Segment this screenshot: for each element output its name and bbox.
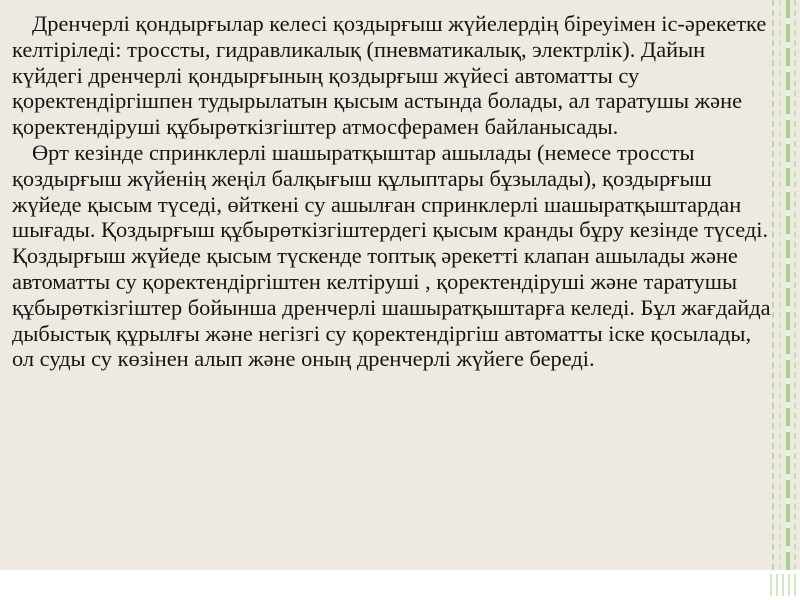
paragraph-2: Өрт кезінде спринклерлі шашыратқыштар ашылады (немесе троссты қоздырғыш жүйенің жеңіл балқығыш құлыптары бұзылады), қоздырғыш жүйеде қысым түседі, өйткені су ашылған спринклерлі шашыратқыштардан шығады. Қоздырғыш құбырөткізгіштердегі қысым кранды бұру кезінде түседі. Қоздырғыш жүйеде қысым түскенде топтық әрекетті клапан ашылады және автоматты су қоректендіргіштен келтіруші , қоректендіруші және таратушы құбырөткізгіштер бойынша дренчерлі шашыратқыштарға келеді. Бұл жағдайда дыбыстық құрылғы және негізгі су қоректендіргіш автоматты іске қосылады, ол суды су көзінен алып және оның дренчерлі жүйеге береді. [12, 139, 771, 372]
decorative-dashes [770, 574, 796, 596]
decorative-stripe [794, 0, 799, 600]
paragraph-1: Дренчерлі қондырғылар келесі қоздырғыш жүйелердің біреуімен іс-әрекетке келтіріледі: троссты, гидравликалық (пневматикалық, электрлік). Дайын күйдегі дренчерлі қондырғының қоздырғыш жүйесі автоматты су қоректендіргішпен тудырылатын қысым астында болады, ал таратушы және қоректендіруші құбырөткізгіштер атмосферамен байланысады. [12, 11, 767, 140]
decorative-stripe [786, 0, 790, 600]
bottom-strip [0, 570, 800, 600]
decorative-stripe [779, 0, 784, 600]
decorative-stripe [772, 0, 777, 600]
